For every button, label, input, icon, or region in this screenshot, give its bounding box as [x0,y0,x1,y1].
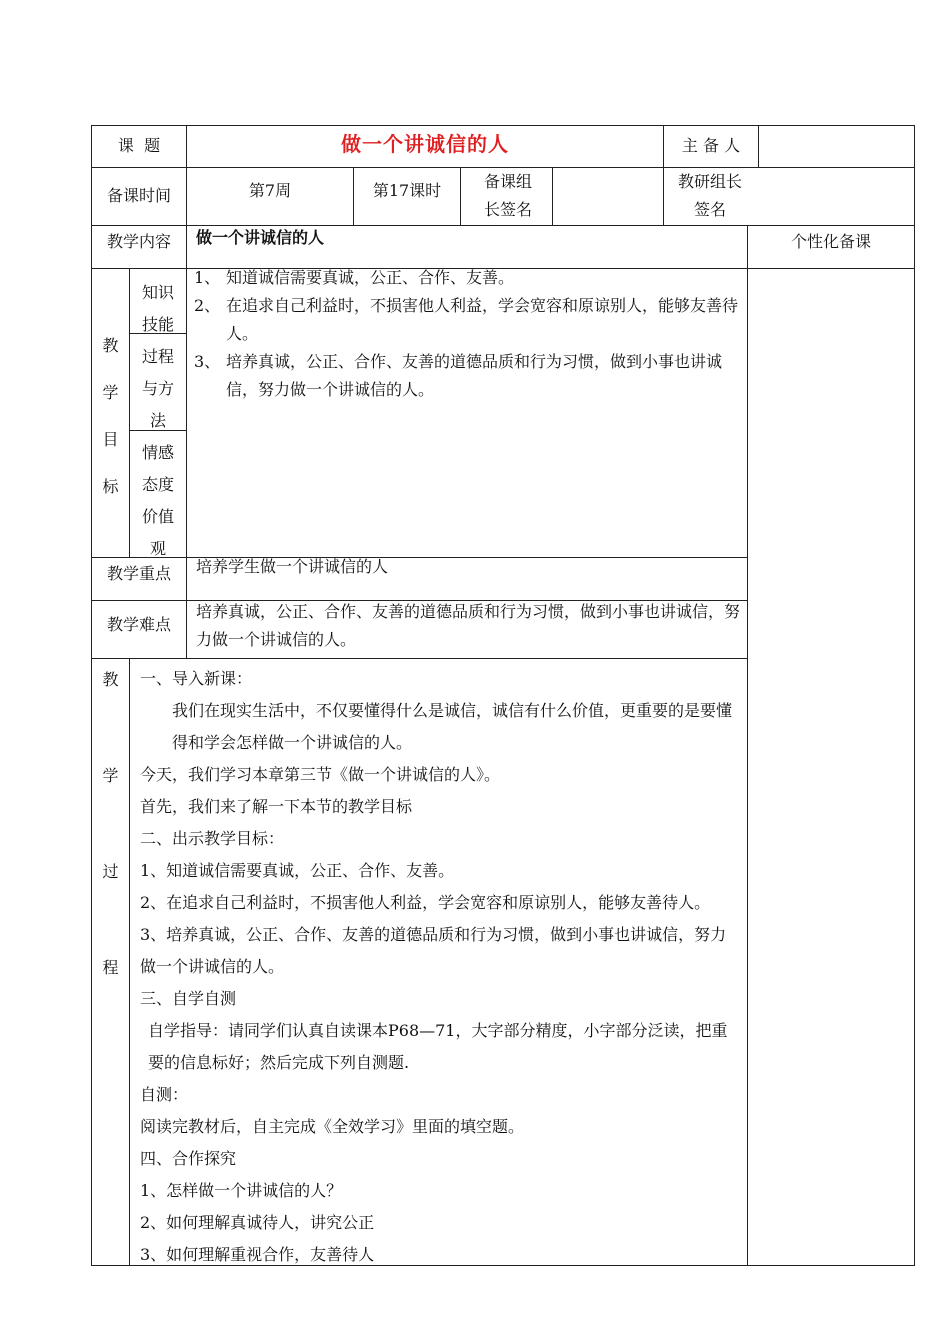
goal-item-number: 1、 [194,268,221,287]
process-label [92,664,129,984]
process-label-char: 程 [102,958,119,977]
key-point-text: 培养学生做一个讲诚信的人 [196,557,389,576]
goal-sub-text: 法 [149,411,166,430]
goal-sub-text: 与方 [141,379,174,398]
goal-item [194,264,742,292]
goal-sub-attitude [130,437,186,565]
goal-sub-knowledge [130,277,186,341]
process-line: 一、导入新课： [140,669,253,688]
goal-sub-text: 情感 [141,443,174,462]
prep-time-label: 备课时间 [106,186,171,205]
table-border-right [914,125,915,1266]
col-divider [758,125,759,168]
process-body [140,663,740,1271]
col-divider [552,167,553,226]
goal-sub-text: 技能 [141,315,174,334]
goal-item [194,292,742,348]
goal-item-number: 3、 [194,352,221,371]
process-line: 三、自学自测 [140,989,237,1008]
goal-item-number: 2、 [194,296,221,315]
process-line: 2、如何理解真诚待人，讲究公正 [140,1213,375,1232]
goals-label-char: 目 [102,430,119,449]
process-line: 1、知道诚信需要真诚，公正、合作、友善。 [140,861,455,880]
process-label-char: 过 [102,862,119,881]
preparer-label: 主 备 人 [681,136,741,155]
goals-label-char: 教 [102,336,119,355]
group-leader-label: 备课组长签名 [483,172,532,219]
goal-list [194,264,742,404]
week-value: 第7周 [248,181,292,200]
process-line: 二、出示教学目标： [140,829,285,848]
process-label-char: 教 [102,670,119,689]
goal-item-text: 在追求自己利益时，不损害他人利益，学会宽容和原谅别人，能够友善待人。 [226,296,739,343]
content-label: 教学内容 [106,232,171,251]
process-line: 3、培养真诚，公正、合作、友善的道德品质和行为习惯，做到小事也讲诚信，努力做一个讲诚信的人。 [140,925,727,976]
goal-item-text: 培养真诚，公正、合作、友善的道德品质和行为习惯，做到小事也讲诚信，努力做一个讲诚信的人。 [226,352,723,399]
goal-sub-text: 观 [149,539,166,558]
key-point-label: 教学重点 [106,564,171,583]
process-line: 3、如何理解重视合作，友善待人 [140,1245,375,1264]
col-divider [460,167,461,226]
process-line: 四、合作探究 [140,1149,237,1168]
period-value: 第17课时 [372,181,442,200]
goals-label [92,322,129,510]
goal-item-text: 知道诚信需要真诚，公正、合作、友善。 [226,268,515,287]
table-border-top [91,125,915,126]
row-divider [91,658,747,659]
topic-label: 课 题 [117,136,161,155]
research-leader-label: 教研组长签名 [677,172,742,219]
process-line: 2、在追求自己利益时，不损害他人利益，学会宽容和原谅别人，能够友善待人。 [140,893,711,912]
goal-sub-text: 过程 [141,347,174,366]
process-label-char: 学 [102,766,119,785]
process-line: 首先，我们来了解一下本节的教学目标 [140,797,413,816]
difficulty-text: 培养真诚，公正、合作、友善的道德品质和行为习惯，做到小事也讲诚信，努力做一个讲诚信的人。 [196,602,741,649]
goal-item [194,348,742,404]
process-line: 今天，我们学习本章第三节《做一个讲诚信的人》。 [140,765,501,784]
col-divider [747,225,748,1266]
personal-prep-label: 个性化备课 [790,232,871,251]
difficulty-label: 教学难点 [106,615,171,634]
goals-label-char: 标 [102,477,119,496]
process-line: 阅读完教材后，自主完成《全效学习》里面的填空题。 [140,1117,525,1136]
col-divider [129,658,130,1266]
page-title: 做一个讲诚信的人 [341,132,509,156]
goal-sub-process [130,341,186,437]
row-divider [91,225,915,226]
goals-label-char: 学 [102,383,119,402]
process-line: 自测： [140,1085,189,1104]
process-line: 我们在现实生活中，不仅要懂得什么是诚信，诚信有什么价值，更重要的是要懂得和学会怎样做一个讲诚信的人。 [172,701,733,752]
goal-sub-text: 知识 [141,283,174,302]
process-line: 1、怎样做一个讲诚信的人？ [140,1181,343,1200]
col-divider [186,225,187,659]
content-value: 做一个讲诚信的人 [196,228,325,247]
process-line: 自学指导：请同学们认真自读课本P68—71，大字部分精度，小字部分泛读，把重要的信息标好；然后完成下列自测题. [148,1021,728,1072]
goal-sub-text: 态度 [141,475,174,494]
goal-sub-text: 价值 [141,507,174,526]
